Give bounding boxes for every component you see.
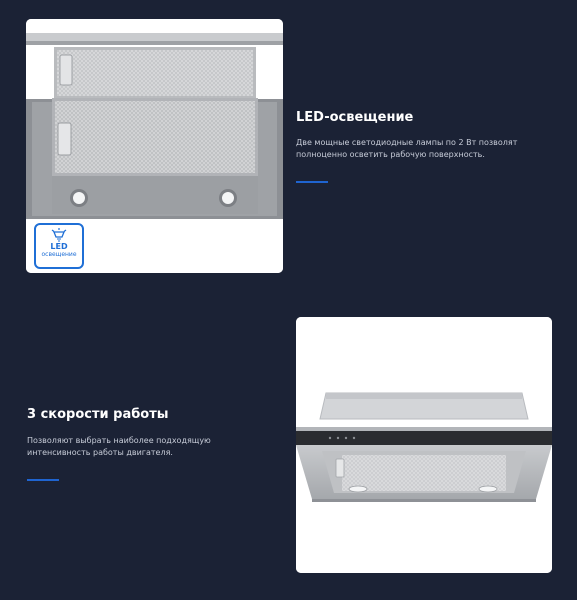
range-hood-product-image [296, 317, 552, 573]
accent-divider [27, 479, 59, 481]
lamp-icon [50, 228, 68, 242]
feature-title-speeds: 3 скорости работы [27, 407, 169, 422]
feature-description-led: Две мощные светодиодные лампы по 2 Вт позволят полноценно осветить рабочую поверхность. [296, 138, 518, 159]
led-lighting-badge [34, 223, 84, 269]
feature-description-speeds: Позволяют выбрать наиболее подходящую интенсивность работы двигателя. [27, 436, 211, 457]
three-speeds-image-card [296, 317, 552, 573]
badge-line-1: LED [50, 242, 68, 251]
accent-divider [296, 181, 328, 183]
feature-title-led: LED-освещение [296, 110, 414, 125]
badge-line-2: освещение [41, 251, 77, 258]
led-lighting-image-card [26, 19, 283, 273]
